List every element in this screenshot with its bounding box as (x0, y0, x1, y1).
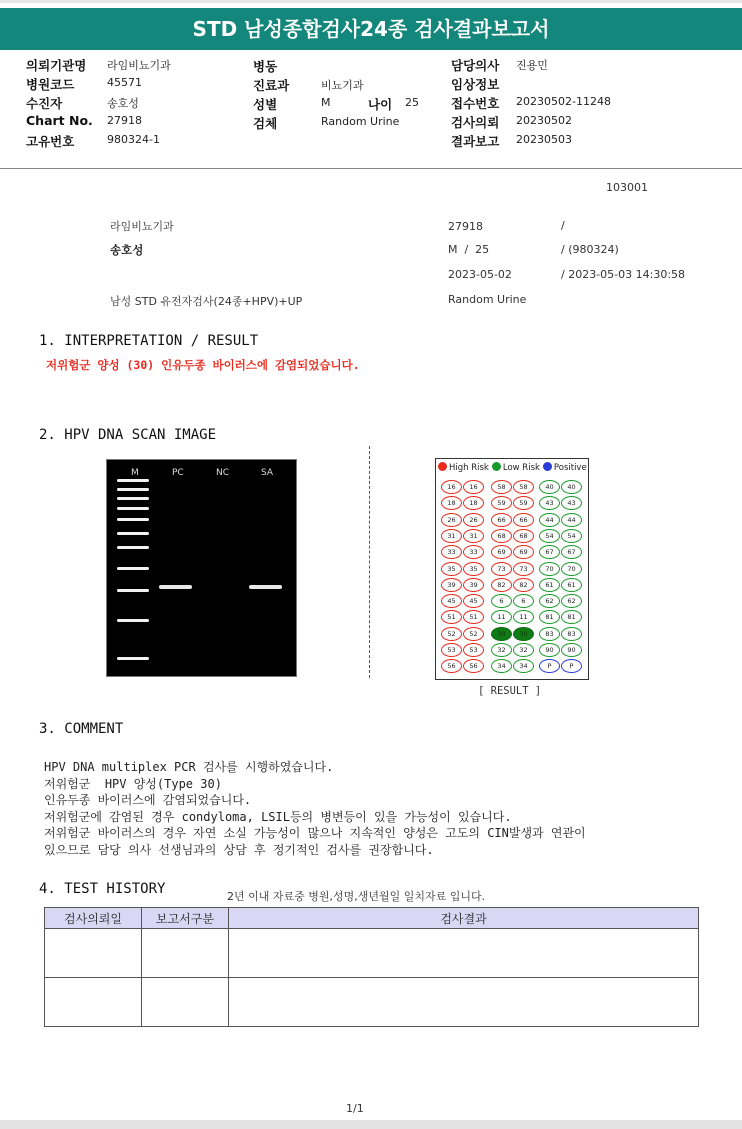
hpv-type-circle: 52 (441, 627, 462, 641)
bottom-bar (0, 1120, 742, 1129)
summary-patient: 송호성 (110, 243, 144, 257)
hpv-type-circle: 43 (561, 496, 582, 510)
right-label: 담당의사 (451, 58, 500, 73)
table-row (45, 929, 699, 978)
hpv-type-circle: 30 (513, 627, 534, 641)
result-caption: [ RESULT ] (478, 685, 542, 697)
left-label: Chart No. (26, 113, 93, 128)
comment-text (44, 759, 586, 858)
hpv-type-circle: 44 (561, 513, 582, 527)
left-value: 라임비뇨기과 (107, 59, 171, 72)
hpv-type-circle: 39 (441, 578, 462, 592)
hpv-type-circle: 54 (539, 529, 560, 543)
hpv-type-circle: 58 (513, 480, 534, 494)
hpv-type-circle: 90 (539, 643, 560, 657)
hpv-type-circle: 67 (561, 545, 582, 559)
right-label: 접수번호 (451, 96, 500, 111)
comment-line: 있으므로 담당 의사 선생님과의 상담 후 정기적인 검사를 권장합니다. (44, 842, 434, 857)
hpv-type-circle: 51 (463, 610, 484, 624)
hpv-type-circle: 32 (513, 643, 534, 657)
legend-dot-icon (438, 462, 447, 471)
age-label: 나이 (368, 97, 393, 112)
hpv-type-circle: 40 (539, 480, 560, 494)
hpv-type-circle: 45 (463, 594, 484, 608)
summary-sex-age: M / 25 (448, 243, 490, 256)
hpv-type-circle: 73 (513, 562, 534, 576)
history-header: 검사의뢰일 (45, 908, 142, 929)
hpv-type-circle: 70 (561, 562, 582, 576)
hpv-type-circle: 34 (513, 659, 534, 673)
hpv-type-circle: 11 (491, 610, 512, 624)
section-3-title: 3. COMMENT (39, 721, 124, 737)
pc-band (159, 585, 192, 589)
hpv-type-circle: 51 (441, 610, 462, 624)
hpv-type-circle: 30 (491, 627, 512, 641)
left-label: 고유번호 (26, 134, 75, 149)
comment-line: 저위험군에 감염된 경우 condyloma, LSIL등의 병변등이 있을 가능성이 있습니다. (44, 809, 512, 824)
summary-specimen: Random Urine (448, 293, 527, 306)
right-value: 진용민 (516, 59, 548, 72)
hpv-type-circle: 52 (463, 627, 484, 641)
hpv-type-circle: 44 (539, 513, 560, 527)
top-rule (0, 0, 742, 3)
header-divider (0, 168, 742, 169)
test-history-table (44, 907, 699, 1027)
left-label: 병원코드 (26, 77, 75, 92)
hpv-type-circle: 53 (463, 643, 484, 657)
hpv-type-circle: 70 (539, 562, 560, 576)
gel-lane-label: PC (172, 468, 184, 478)
left-label: 수진자 (26, 96, 63, 111)
hpv-type-circle: 6 (513, 594, 534, 608)
hpv-type-circle: 35 (441, 562, 462, 576)
hpv-type-circle: 61 (561, 578, 582, 592)
right-label: 검사의뢰 (451, 115, 500, 130)
gel-lane-label: M (131, 468, 139, 478)
interpretation-result: 저위험군 양성 (30) 인유두종 바이러스에 감염되었습니다. (46, 358, 360, 372)
summary-test-name: 남성 STD 유전자검사(24종+HPV)+UP (110, 295, 303, 308)
left-value: 980324-1 (107, 133, 160, 146)
specimen-value: Random Urine (321, 115, 400, 128)
right-label: 결과보고 (451, 134, 500, 149)
hpv-type-circle: 45 (441, 594, 462, 608)
left-label: 의뢰기관명 (26, 58, 87, 73)
comment-line: 인유두종 바이러스에 감염되었습니다. (44, 793, 252, 807)
gel-lane-label: SA (261, 468, 274, 478)
report-code: 103001 (606, 181, 648, 194)
hpv-type-circle: P (539, 659, 560, 673)
left-value: 45571 (107, 76, 142, 89)
specimen-label: 검체 (253, 116, 278, 131)
hpv-type-circle: 34 (491, 659, 512, 673)
dept-label: 진료과 (253, 78, 290, 93)
legend-dot-icon (543, 462, 552, 471)
hpv-type-circle: 16 (463, 480, 484, 494)
hpv-type-circle: 26 (463, 513, 484, 527)
hpv-type-circle: 62 (561, 594, 582, 608)
marker-ladder (117, 479, 149, 660)
hpv-type-circle: 6 (491, 594, 512, 608)
history-header: 검사결과 (229, 908, 699, 929)
hpv-type-circle: 40 (561, 480, 582, 494)
age-value: 25 (405, 96, 419, 109)
hpv-type-circle: 62 (539, 594, 560, 608)
left-value: 27918 (107, 114, 142, 127)
hpv-type-circle: 33 (463, 545, 484, 559)
hpv-type-circle: 35 (463, 562, 484, 576)
comment-line: 저위험군 바이러스의 경우 자연 소실 가능성이 많으나 지속적인 양성은 고도의 CIN발생과 연관이 (44, 826, 586, 840)
hpv-type-circle: 59 (491, 496, 512, 510)
hpv-type-circle: 83 (539, 627, 560, 641)
hpv-type-circle: 69 (491, 545, 512, 559)
section-4-title: 4. TEST HISTORY (39, 881, 166, 897)
table-row (45, 978, 699, 1027)
hpv-type-circle: 73 (491, 562, 512, 576)
hpv-type-circle: 16 (441, 480, 462, 494)
summary-birth: / (980324) (561, 243, 619, 256)
hpv-type-circle: 81 (561, 610, 582, 624)
hpv-type-circle: 67 (539, 545, 560, 559)
summary-report-datetime: / 2023-05-03 14:30:58 (561, 268, 686, 281)
hpv-type-circle: 18 (441, 496, 462, 510)
summary-clinic: 라임비뇨기과 (110, 220, 174, 233)
comment-line: 저위험군 HPV 양성(Type 30) (44, 776, 222, 791)
section-2-title: 2. HPV DNA SCAN IMAGE (39, 427, 217, 443)
sex-label: 성별 (253, 97, 278, 112)
hpv-type-circle: 69 (513, 545, 534, 559)
hpv-type-circle: 53 (441, 643, 462, 657)
section-1-title: 1. INTERPRETATION / RESULT (39, 333, 259, 349)
hpv-type-circle: 61 (539, 578, 560, 592)
history-header: 보고서구분 (142, 908, 229, 929)
summary-chart-no: 27918 (448, 220, 483, 233)
hpv-type-circle: 59 (513, 496, 534, 510)
comment-line: HPV DNA multiplex PCR 검사를 시행하였습니다. (44, 760, 334, 774)
hpv-type-circle: P (561, 659, 582, 673)
hpv-type-circle: 31 (441, 529, 462, 543)
hpv-type-circle: 56 (463, 659, 484, 673)
hpv-type-circle: 66 (491, 513, 512, 527)
hpv-type-circle: 81 (539, 610, 560, 624)
hpv-type-circle: 39 (463, 578, 484, 592)
legend-label: Low Risk (502, 463, 540, 473)
hpv-type-circle: 33 (441, 545, 462, 559)
page-number: 1/1 (346, 1102, 364, 1115)
gel-electrophoresis-image (106, 459, 297, 677)
legend-label: Positive (553, 463, 587, 473)
summary-slash: / (561, 219, 565, 232)
ward-label: 병동 (253, 59, 278, 74)
report-title: STD 남성종합검사24종 검사결과보고서 (0, 8, 742, 50)
sex-value: M (321, 96, 331, 109)
hpv-type-circle: 31 (463, 529, 484, 543)
dept-value: 비뇨기과 (321, 79, 364, 92)
hpv-type-circle: 56 (441, 659, 462, 673)
hpv-type-circle: 11 (513, 610, 534, 624)
right-value: 20230503 (516, 133, 572, 146)
gel-lane-label: NC (216, 468, 230, 478)
hpv-type-circle: 82 (513, 578, 534, 592)
hpv-type-circle: 68 (513, 529, 534, 543)
right-value: 20230502-11248 (516, 95, 611, 108)
right-label: 임상정보 (451, 77, 500, 92)
image-divider (369, 446, 370, 678)
hpv-type-circle: 90 (561, 643, 582, 657)
hpv-type-circle: 32 (491, 643, 512, 657)
hpv-type-circle: 26 (441, 513, 462, 527)
hpv-type-circle: 58 (491, 480, 512, 494)
hpv-chip-panel (435, 458, 589, 680)
hpv-type-circle: 43 (539, 496, 560, 510)
hpv-type-circle: 82 (491, 578, 512, 592)
right-value: 20230502 (516, 114, 572, 127)
history-note: 2년 이내 자료중 병원,성명,생년월일 일치자료 입니다. (227, 890, 486, 903)
legend-label: High Risk (449, 463, 489, 473)
legend-dot-icon (492, 462, 501, 471)
hpv-type-circle: 83 (561, 627, 582, 641)
hpv-type-circle: 18 (463, 496, 484, 510)
hpv-type-circle: 54 (561, 529, 582, 543)
sa-band (249, 585, 282, 589)
hpv-type-circle: 68 (491, 529, 512, 543)
left-value: 송호성 (107, 97, 139, 110)
hpv-type-circle: 66 (513, 513, 534, 527)
summary-request-date: 2023-05-02 (448, 268, 512, 281)
